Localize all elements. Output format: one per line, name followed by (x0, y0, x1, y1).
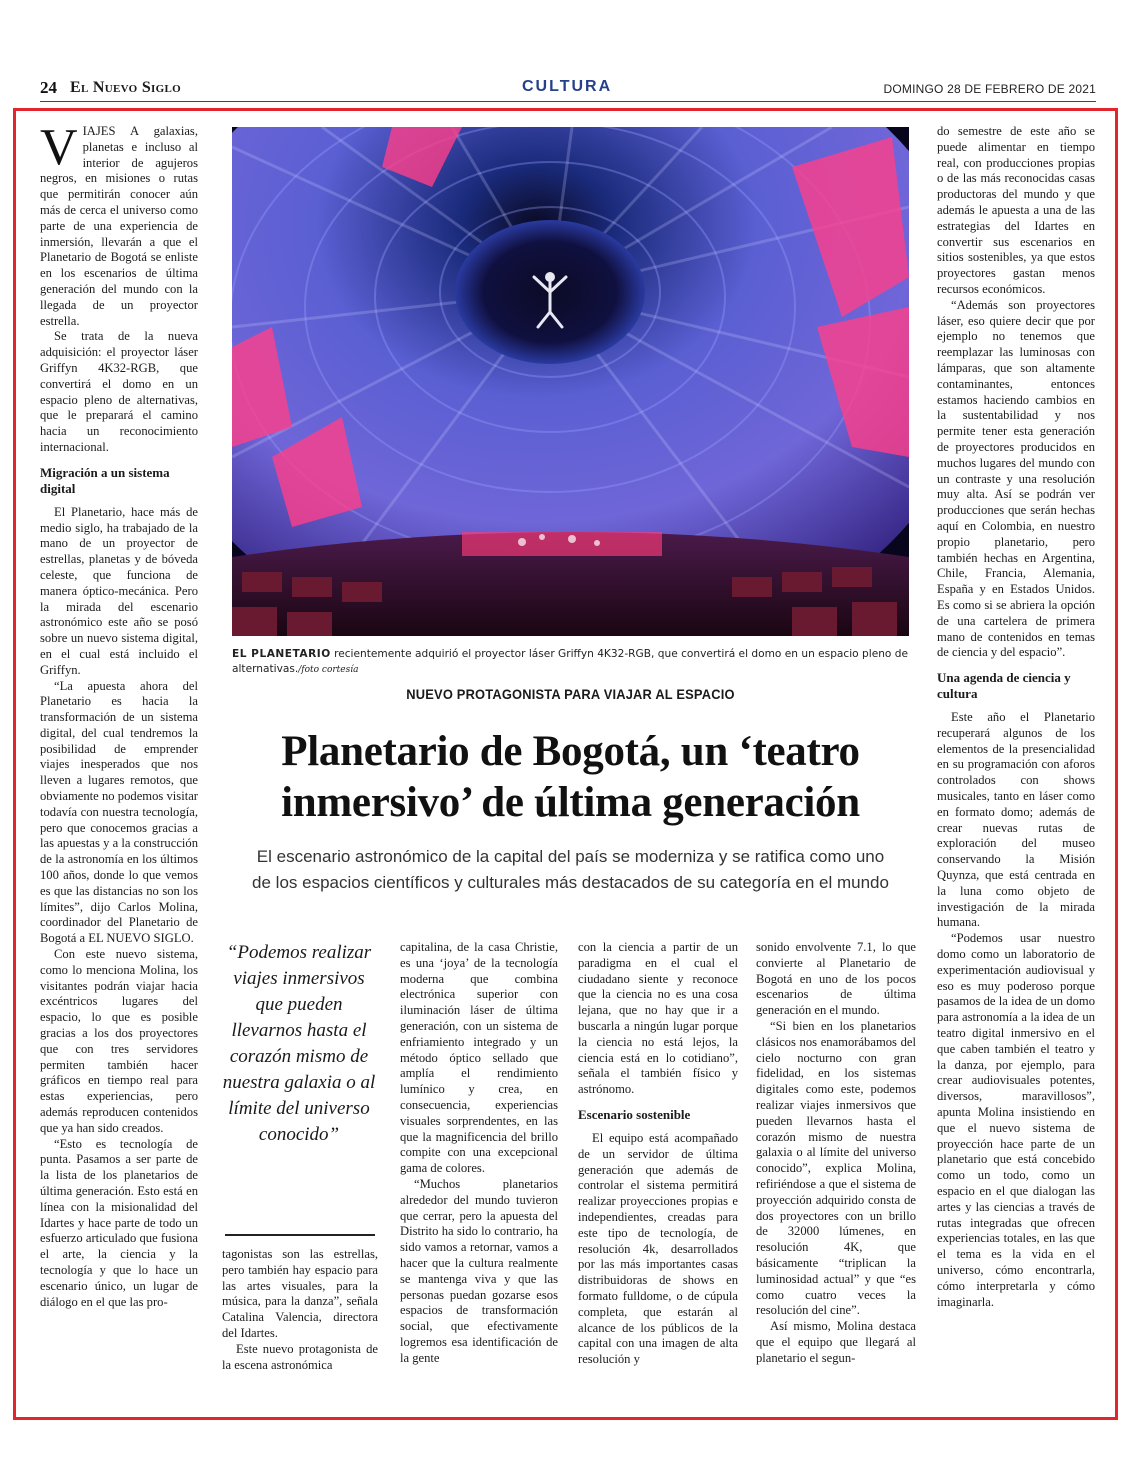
paragraph: Este año el Planetario recuperará algunos de los elementos de la presencialidad en su programación con aforos controlados con shows musicales, tanto en láser como en formato domo; además de crear nuevas rutas de exploración del museo conservando la Misión Quynza, que está centrada en la luna como objeto de investigación de la mirada humana. (937, 710, 1095, 930)
paragraph: con la ciencia a partir de un paradigma en el cual el ciudadano siente y reconoce que la ciencia no es una cosa lejana, que no hay que ir a buscarla a ningún lugar porque la ciencia no está lejos, la ciencia está en lo cotidiano”, señala el también físico y astrónomo. (578, 940, 738, 1097)
section-name: CULTURA (522, 78, 613, 95)
photo-caption (232, 647, 909, 678)
article-subheadline: El escenario astronómico de la capital del país se moderniza y se ratifica como uno de los espacios científicos y culturales más destacados de su categoría en el mundo (252, 847, 889, 892)
pull-quote-rule (225, 1234, 375, 1236)
paragraph: “Muchos planetarios alrededor del mundo tuvieron que cerrar, pero la apuesta del Distrito ha sido lo contrario, ha sido vamos a retornar, vamos a hacer que la cultura realmente se mantenga viva y que las personas puedan gozarse esos espacios de transformación social, que efectivamente logremos esa identificación de la gente (400, 1176, 558, 1365)
paragraph: “Esto es tecnología de punta. Pasamos a ser parte de la lista de los planetarios de última generación. Esto está en línea con la misionalidad del Idartes y hace parte de todo un esfuerzo articulado que fusiona el arte, la ciencia y la tecnología y que lo hace un escenario único, un lugar de diálogo en el que las pro- (40, 1136, 198, 1309)
paragraph: Este nuevo protagonista de la escena astronómica (222, 1341, 378, 1372)
issue-date: DOMINGO 28 DE FEBRERO DE 2021 (883, 82, 1096, 96)
text-column-3 (400, 940, 558, 1385)
paragraph: capitalina, de la casa Christie, es una ‘joya’ de la tecnología moderna que combina electrónica superior con iluminación láser de última generación, con un sistema de enfriamiento integrado y un método óptico sellado que amplía el rendimiento lumínico y crea, en consecuencia, experiencias visuales sorprendentes, en las que la magnificencia del brillo compite con una excepcional gama de colores. (400, 940, 558, 1176)
paragraph: tagonistas son las estrellas, pero también hay espacio para las artes visuales, para la música, para la danza”, señala Catalina Valencia, directora del Idartes. (222, 1247, 378, 1340)
paragraph: do semestre de este año se puede alimentar en tiempo real, con producciones propias o de las más reconocidas casas productoras del mundo y que además le apuesta a una de las estrategias del Idartes en convertir sus escenarios en sitios sostenibles, ya que estos proyectores gastan menos recursos económicos. (937, 124, 1095, 296)
subheading: Migración a un sistema digital (40, 464, 170, 496)
paragraph: sonido envolvente 7.1, lo que convierte al Planetario de Bogotá en uno de los pocos escenarios de última generación en el mundo. (756, 940, 916, 1018)
photo-credit: /foto cortesía (298, 665, 359, 675)
article-headline: Planetario de Bogotá, un ‘teatro inmersivo’ de última generación (281, 728, 860, 826)
caption-text: recientemente adquirió el proyector láser Griffyn 4K32-RGB, que convertirá el domo en un espacio pleno de alternativas. (232, 648, 909, 675)
paragraph: “Si bien en los planetarios clásicos nos enamorábamos del cielo nocturno con gran fidelidad, en los sistemas digitales como este, podemos realizar viajes inmersivos que pueden llevarnos hasta el corazón mismo de nuestra galaxia o al límite del universo conocido”, explica Molina, refiriéndose a que el sistema de proyección adquirido consta de dos proyectores con un brillo de 32000 lúmenes, en resolución 4K, que básicamente “triplican la luminosidad actual” y que “es como cuatro veces la resolución del cine”. (756, 1018, 916, 1318)
text-column-1 (40, 124, 198, 1386)
paragraph: “Además son proyectores láser, eso quiere decir que por ejemplo no tenemos que reemplazar las luminosas con lámparas, que son altamente contaminantes, entonces estamos haciendo cambios en la sustentabilidad y nos permite tener esta generación de proyectores producidos en muchos lugares del mundo con un contraste y una resolución muy alta. Así se podrán ver producciones que serán hechas aquí en Colombia, en nuestro propio planetario, pero también hechas en Argentina, Chile, Francia, Alemania, España y en Estados Unidos. Es como si se abriera la opción de una cartelera de primera mano de contenidos en temas de ciencia y del espacio”. (937, 297, 1095, 660)
paragraph: El equipo está acompañado de un servidor de última generación que además de controlar el sistema permitirá realizar proyecciones propias e independientes, creadas para este tipo de tecnología, de resolución 4k, desarrollados por las más importantes casas distribuidoras de shows en formato fulldome, o de cúpula completa, que estarán al alcance de los públicos de la capital con una imagen de alta resolución y (578, 1130, 738, 1367)
text-column-5 (756, 940, 916, 1405)
header-rule (40, 101, 1096, 102)
paragraph: Con este nuevo sistema, como lo menciona Molina, los visitantes podrán viajar hacia excéntricos lugares del espacio, lo que es posible gracias a los dos proyectores que con tres servidores permiten también hacer gráficos en tiempo real para estas experiencias, pero además reproducen contenidos que ya han sido creados. (40, 947, 198, 1135)
newspaper-name: El Nuevo Siglo (70, 79, 181, 96)
paragraph: VIAJES A galaxias, planetas e incluso al interior de agujeros negros, en misiones o rutas que permitirán conocer aún más de cerca el universo como parte de una experiencia de inmersión, llevarán a que el Planetario de Bogotá se enliste en los escenarios de última generación del mundo con la llegada de un proyector estrella. (40, 124, 198, 328)
paragraph: El Planetario, hace más de medio siglo, ha trabajado de la mano de un proyector de estrellas, planetas y de bóveda celeste, que funciona de manera óptico-mecánica. Pero la mirada del escenario astronómico este año se posó sobre un nuevo sistema digital, en el cual está incluido el Griffyn. (40, 504, 198, 677)
caption-lead: EL PLANETARIO (232, 648, 331, 660)
article-kicker: NUEVO PROTAGONISTA PARA VIAJAR AL ESPACIO (406, 686, 735, 702)
planetarium-photo (232, 127, 909, 636)
text-column-2 (222, 1247, 378, 1387)
page-number: 24 (40, 78, 57, 97)
subheading: Escenario sostenible (578, 1106, 691, 1122)
text-column-4 (578, 940, 738, 1385)
page-header (40, 78, 1096, 100)
paragraph: “La apuesta ahora del Planetario es hacia la transformación de un sistema digital, del cual tendremos la posibilidad de emprender viajes inesperados que nos lleven a lugares remotos, que obviamente no podemos visitar todavía con nuestra tecnología, pero que conocemos gracias a las apuestas y a la construcción de la astronomía en los últimos 100 años, donde lo que vemos es que las distancias no son los límites”, dijo Carlos Molina, coordinador del Planetario de Bogotá a EL NUEVO SIGLO. (40, 678, 198, 946)
dropcap: V (40, 124, 78, 176)
pull-quote: “Podemos realizar viajes inmersivos que pueden llevarnos hasta el corazón mismo de nuestra galaxia o al límite del universo conocido” (222, 942, 376, 1145)
paragraph: Se trata de la nueva adquisición: el proyector láser Griffyn 4K32-RGB, que convertirá el domo en un espacio pleno de alternativas, que le preparará el camino hacia un reconocimiento internacional. (40, 329, 198, 454)
text-column-6 (937, 124, 1095, 1386)
paragraph: Así mismo, Molina destaca que el equipo que llegará al planetario el segun- (756, 1319, 916, 1365)
paragraph: “Podemos usar nuestro domo como un laboratorio de experimentación audiovisual y eso es muy poderoso porque pasamos de la idea de un domo para astronomía a la idea de un teatro digital inmersivo en el que caben también el teatro y la danza, por ejemplo, para crear audiovisuales potentes, diversos, maravillosos”, apunta Molina insistiendo en que el nuevo sistema de proyección hace parte de un planetario que está concebido como un todo, como un espacio en el que dialogan las artes y las ciencias a través de rutas integradas que ofrecen experiencias totales, en las que el tema es la vida en el universo, cómo encontrarla, cómo interpretarla y cómo imaginarla. (937, 931, 1095, 1309)
subheading: Una agenda de ciencia y cultura (937, 670, 1071, 702)
